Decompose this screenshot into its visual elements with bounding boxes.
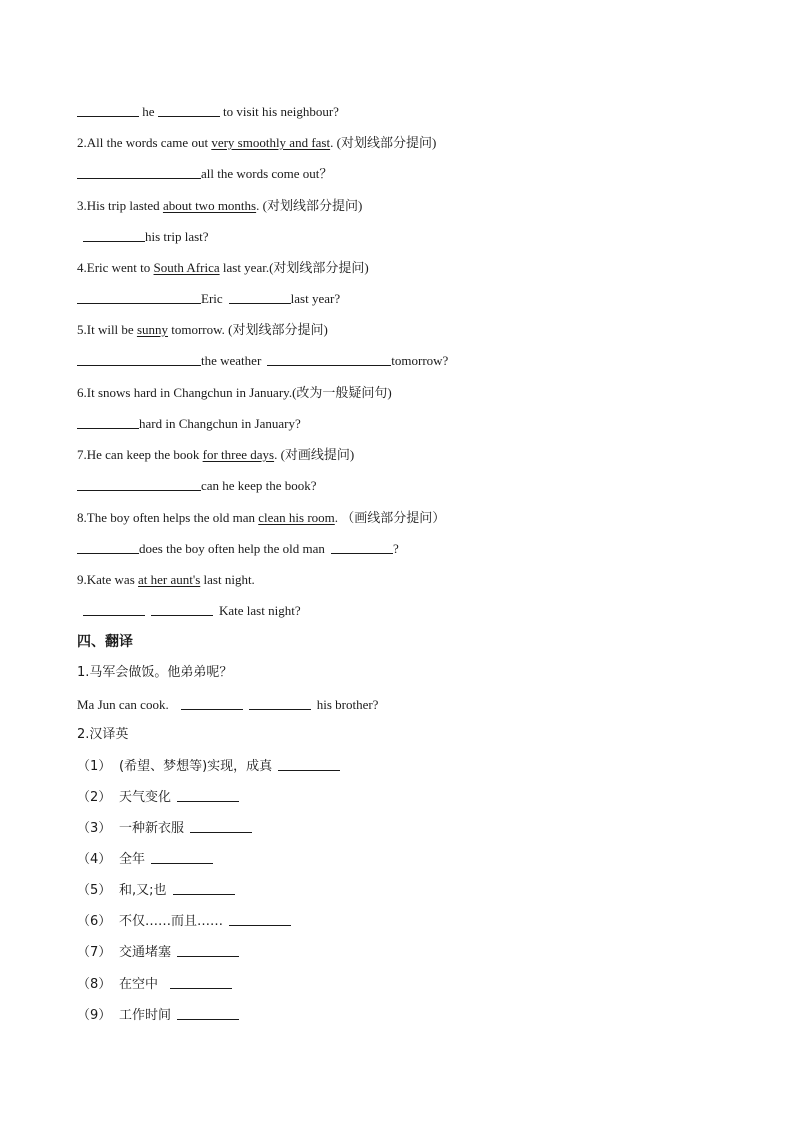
line-text: hard in Changchun in January? [139,416,301,431]
item-text: (希望、梦想等)实现，成真 [119,759,273,774]
vocab-item [77,1008,239,1024]
answer-blank[interactable] [181,708,243,710]
answer-blank[interactable] [229,302,291,304]
question-instruction: . (对划线部分提问) [256,198,363,213]
underlined-part: South Africa [153,260,220,275]
item-number: （7） [77,945,112,960]
answer-blank[interactable] [177,800,239,802]
line-text: to visit his neighbour? [223,104,339,119]
answer-blank[interactable] [249,708,311,710]
vocab-item [77,852,213,868]
line-text: Eric [201,291,223,306]
translation-question-2: 2.汉译英 [77,727,129,742]
answer-blank[interactable] [173,893,235,895]
answer-7 [77,478,317,494]
answer-8 [77,541,399,557]
vocab-item [77,977,232,993]
answer-blank[interactable] [83,240,145,242]
answer-6 [77,416,301,432]
question-text: 8.The boy often helps the old man [77,510,259,525]
item-number: （9） [77,1008,112,1023]
answer-blank[interactable] [177,955,239,957]
answer-blank[interactable] [278,769,340,771]
answer-line-1 [77,104,339,120]
line-text: his brother? [316,697,379,712]
underlined-part: about two months [162,198,257,213]
answer-blank[interactable] [190,831,252,833]
item-text: 全年 [119,852,146,867]
question-3 [77,198,362,214]
answer-blank[interactable] [177,1018,239,1020]
question-instruction: . (对画线提问) [274,447,355,462]
answer-blank[interactable] [77,302,201,304]
answer-blank[interactable] [77,552,139,554]
question-text: 2.All the words came out [77,135,212,150]
item-number: （3） [77,821,112,836]
section-heading: 四、翻译 [77,634,133,650]
vocab-item [77,883,235,899]
item-text: 工作时间 [119,1008,172,1023]
question-instruction: tomorrow. (对划线部分提问) [168,322,328,337]
line-text: the weather [201,353,262,368]
question-7 [77,447,354,463]
answer-blank[interactable] [267,364,391,366]
line-text: Ma Jun can cook. [77,697,169,712]
answer-blank[interactable] [170,987,232,989]
question-text: 6.It snows hard in Changchun in January.(改为一般疑问句) [77,385,392,400]
answer-9 [83,603,301,619]
question-text: 4.Eric went to [77,260,154,275]
item-number: （5） [77,883,112,898]
vocab-item [77,759,340,775]
line-text: tomorrow? [391,353,449,368]
answer-blank[interactable] [331,552,393,554]
answer-4 [77,291,340,307]
question-text: 7.He can keep the book [77,447,203,462]
vocab-item [77,821,252,837]
underlined-part: at her aunt's [138,572,201,587]
line-text: does the boy often help the old man [139,541,325,556]
line-text: can he keep the book? [201,478,317,493]
question-instruction: . （画线部分提问） [334,510,446,525]
answer-blank[interactable] [77,364,201,366]
item-text: 不仅……而且…… [119,914,224,929]
question-2 [77,135,436,151]
item-number: （4） [77,852,112,867]
answer-2 [77,166,332,182]
question-text: 9.Kate was [77,572,139,587]
item-text: 交通堵塞 [119,945,172,960]
question-instruction: . (对划线部分提问) [330,135,437,150]
answer-blank[interactable] [77,177,201,179]
vocab-item [77,945,239,961]
line-text: he [142,104,155,119]
item-text: 一种新衣服 [119,821,185,836]
item-number: （2） [77,790,112,805]
item-text: 在空中 [119,977,159,992]
answer-3 [83,229,209,245]
translation-question-1: 1.马军会做饭。他弟弟呢？ [77,665,233,680]
question-5 [77,322,328,338]
question-6 [77,385,392,401]
item-text: 天气变化 [119,790,172,805]
line-text: ? [392,541,399,556]
question-text: 5.It will be [77,322,137,337]
line-text: Kate last night? [219,603,301,618]
question-8 [77,510,445,526]
item-text: 和,又;也 [119,883,167,898]
line-text: his trip last? [145,229,209,244]
vocab-item [77,790,239,806]
line-text: last year? [290,291,341,306]
item-number: （6） [77,914,112,929]
item-number: （1） [77,759,112,774]
answer-blank[interactable] [151,614,213,616]
underlined-part: sunny [136,322,168,337]
answer-5 [77,353,448,369]
question-4 [77,260,369,276]
answer-blank[interactable] [158,115,220,117]
answer-blank[interactable] [83,614,145,616]
underlined-part: clean his room [258,510,335,525]
answer-blank[interactable] [77,427,139,429]
vocab-item [77,914,291,930]
item-number: （8） [77,977,112,992]
question-instruction: last night. [200,572,255,587]
answer-blank[interactable] [151,862,213,864]
answer-blank[interactable] [77,489,201,491]
underlined-part: for three days [202,447,275,462]
answer-blank[interactable] [229,924,291,926]
question-9 [77,572,255,588]
translation-answer-1 [77,697,378,713]
answer-blank[interactable] [77,115,139,117]
underlined-part: very smoothly and fast [211,135,331,150]
question-text: 3.His trip lasted [77,198,163,213]
line-text: all the words come out？ [201,166,333,181]
question-instruction: last year.(对划线部分提问) [219,260,369,275]
